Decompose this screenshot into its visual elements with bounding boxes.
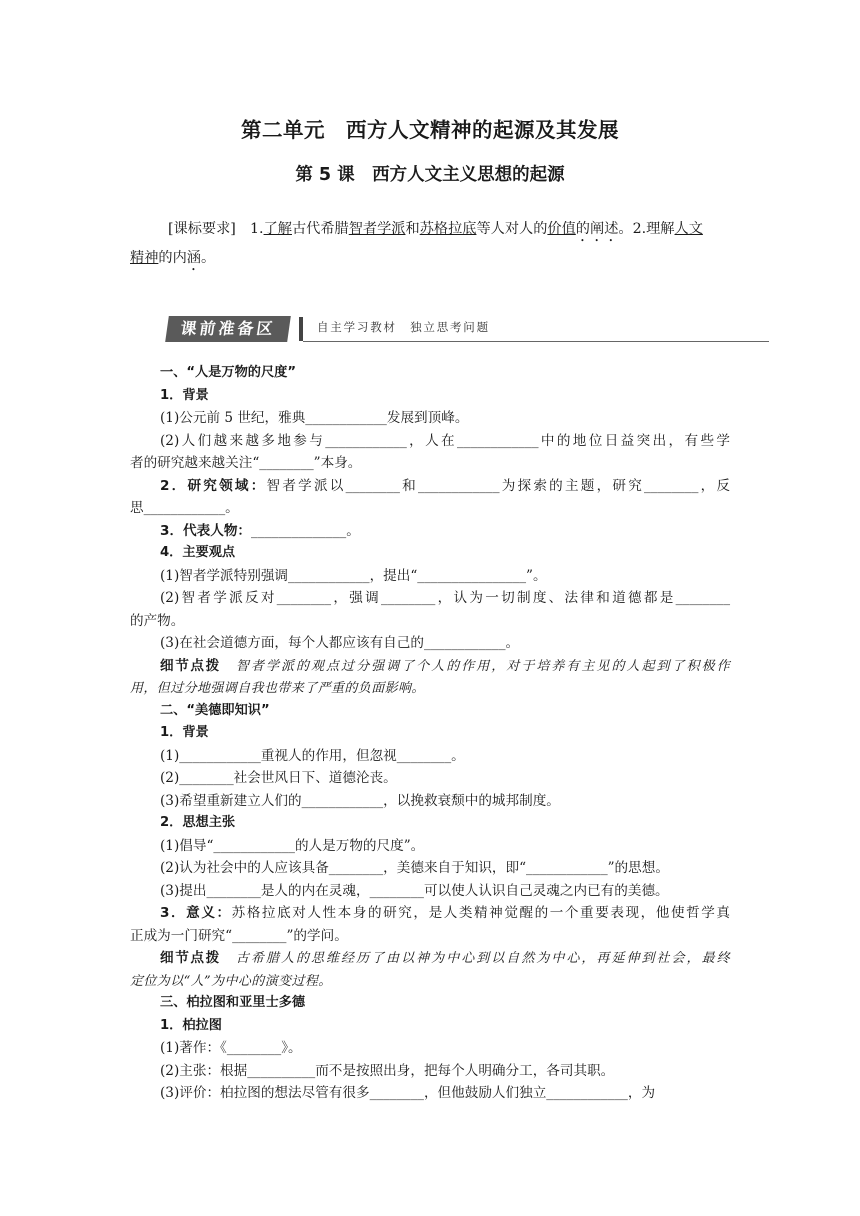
line-rest: 苏格拉底对人性本身的研究，是人类精神觉醒的一个重要表现，他使哲学真 [231, 905, 731, 921]
line-text: (3)在社会道德方面，每个人都应该有自己的____________。 [160, 635, 520, 651]
keyword-dotted: 涵 [186, 250, 201, 266]
banner-rule [303, 341, 769, 342]
requirement-line-2: 精神的内涵。 [130, 250, 216, 266]
line-text: 思____________。 [130, 500, 239, 516]
keyword-underlined: 智者学派 [348, 221, 406, 237]
worksheet-content [130, 362, 730, 1105]
question-line [130, 1037, 730, 1060]
line-text: (2)主张：根据__________而不是按照出身，把每个人明确分工，各司其职。 [160, 1062, 615, 1079]
question-line [130, 565, 730, 588]
section-heading [130, 992, 730, 1015]
requirement-label: [课标要求] [168, 221, 236, 237]
tip-text: 智者学派的观点过分强调了个人的作用，对于培养有主见的人起到了积极作 [220, 658, 731, 674]
continuation-line [130, 497, 730, 520]
line-text: (1)公元前 5 世纪，雅典____________发展到顶峰。 [160, 410, 469, 426]
continuation-line [130, 970, 730, 993]
keyword-underlined: 价值 [547, 221, 576, 237]
line-text: 三、柏拉图和亚里士多德 [160, 995, 306, 1010]
banner-tag: 课前准备区 [165, 316, 291, 342]
line-text: (2)认为社会中的人应该具备________，美德来自于知识，即“____________”的思想。 [160, 860, 669, 876]
unit-title: 第二单元 西方人文精神的起源及其发展 [241, 118, 619, 142]
subsection-heading [130, 812, 730, 835]
question-line [130, 587, 730, 610]
section-heading [130, 362, 730, 385]
line-text: 用，但过分地强调自我也带来了严重的负面影响。 [130, 681, 425, 696]
line-text: (1)倡导“____________的人是万物的尺度”。 [160, 837, 425, 854]
line-rest: ______________。 [251, 522, 360, 539]
subsection-heading [130, 1015, 730, 1038]
line-rest: 智者学派以________和____________为探索的主题，研究________，反 [266, 477, 731, 494]
question-line [130, 745, 730, 768]
keyword-dotted: 的阐 [575, 221, 605, 237]
question-line [130, 835, 730, 858]
line-text: 者的研究越来越关注“________”本身。 [130, 455, 362, 471]
question-line [130, 520, 730, 543]
line-text: (1)著作：《________》。 [160, 1040, 302, 1056]
line-text: 2．思想主张 [160, 815, 236, 830]
subsection-heading [130, 542, 730, 565]
tip-line [130, 947, 730, 970]
tip-line [130, 655, 730, 678]
question-line [130, 475, 730, 498]
continuation-line [130, 677, 730, 700]
line-text: 1．背景 [160, 387, 209, 403]
line-text: (2)人们越来越多地参与____________，人在____________中的地位日益突出，有些学 [160, 432, 730, 449]
line-text: 二、“美德即知识” [160, 702, 270, 718]
question-line [130, 632, 730, 655]
continuation-line [130, 925, 730, 948]
tip-label: 细节点拨 [160, 657, 221, 674]
bold-prefix: 2．研究领域： [160, 477, 267, 494]
line-text: 4．主要观点 [160, 545, 236, 560]
bold-prefix: 3．代表人物： [160, 522, 252, 539]
continuation-line [130, 452, 730, 475]
curriculum-requirement [130, 216, 730, 274]
subsection-heading [130, 385, 730, 408]
question-line [130, 430, 730, 453]
keyword-underlined: 了解 [263, 221, 292, 237]
question-line [130, 857, 730, 880]
question-line [130, 407, 730, 430]
section-heading [130, 700, 730, 723]
question-line [130, 1060, 730, 1083]
banner-divider [299, 317, 303, 341]
line-text: (1)____________重视人的作用，但忽视________。 [160, 747, 465, 764]
tip-label: 细节点拨 [160, 950, 221, 966]
subsection-heading [130, 722, 730, 745]
tip-text: 古希腊人的思维经历了由以神为中心到以自然为中心，再延伸到社会，最终 [220, 951, 731, 966]
line-text: (1)智者学派特别强调____________，提出“________________”。 [160, 567, 547, 584]
line-text: 定位为以“人”为中心的演变过程。 [130, 973, 332, 989]
keyword-underlined: 精神 [130, 250, 159, 266]
keyword-underlined: 人文 [674, 221, 703, 237]
line-text: 1．背景 [160, 725, 209, 740]
line-text: (2)________社会世风日下、道德沦丧。 [160, 770, 397, 786]
line-text: (3)评价：柏拉图的想法尽管有很多________，但他鼓励人们独立____________，为 [160, 1085, 656, 1101]
keyword-dotted: 述 [604, 221, 619, 237]
bold-prefix: 3．意义： [160, 905, 232, 921]
line-text: (2)智者学派反对________，强调________，认为一切制度、法律和道德都是________ [160, 590, 730, 606]
requirement-line-1: [课标要求] 1.了解古代希腊智者学派和苏格拉底等人对人的价值的阐述。2.理解人文 [168, 221, 703, 237]
keyword-underlined: 苏格拉底 [419, 221, 477, 237]
question-line [130, 1082, 730, 1105]
line-text: 正成为一门研究“________”的学问。 [130, 927, 348, 944]
question-line [130, 880, 730, 903]
line-text: 1．柏拉图 [160, 1017, 222, 1033]
question-line [130, 790, 730, 813]
question-line [130, 902, 730, 925]
line-text: (3)提出________是人的内在灵魂，________可以使人认识自己灵魂之内已有的美德。 [160, 882, 669, 899]
question-line [130, 767, 730, 790]
lesson-title: 第 5 课 西方人文主义思想的起源 [295, 165, 565, 185]
section-banner [167, 314, 769, 344]
line-text: 的产物。 [130, 612, 185, 629]
line-text: 一、“人是万物的尺度” [160, 365, 297, 380]
continuation-line [130, 610, 730, 633]
banner-slogan: 自主学习教材 独立思考问题 [317, 320, 490, 334]
line-text: (3)希望重新建立人们的____________，以挽救衰颓中的城邦制度。 [160, 792, 560, 809]
